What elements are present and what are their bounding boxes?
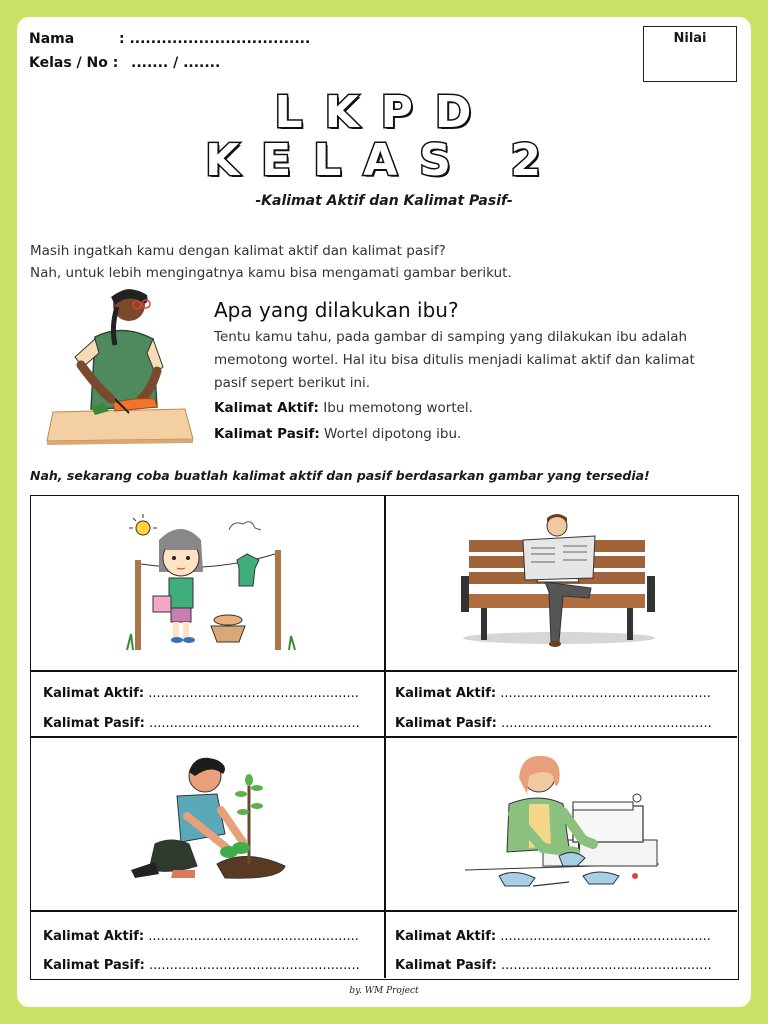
worksheet-page xyxy=(17,17,751,1007)
nama-label: Nama xyxy=(29,31,75,47)
answer-pasif-4-dots: ................................................... xyxy=(496,958,712,973)
example-text-1: Tentu kamu tahu, pada gambar di samping yang dilakukan ibu adalah xyxy=(214,329,688,345)
answer-aktif-2[interactable] xyxy=(395,686,711,701)
answer-aktif-2-label: Kalimat Aktif: xyxy=(395,686,497,701)
answer-pasif-1[interactable] xyxy=(43,716,360,731)
girl-hanging-laundry-illustration xyxy=(119,510,299,654)
answer-aktif-1-label: Kalimat Aktif: xyxy=(43,686,145,701)
woman-sewing-illustration xyxy=(459,752,669,896)
example-text-2: memotong wortel. Hal itu bisa ditulis menjadi kalimat aktif dan kalimat xyxy=(214,352,695,368)
nilai-label: Nilai xyxy=(673,31,707,46)
answer-pasif-1-dots: ................................................... xyxy=(144,716,360,731)
boy-planting-tree-illustration xyxy=(125,752,295,896)
answer-pasif-2-dots: ................................................... xyxy=(496,716,712,731)
example-kalimat-aktif xyxy=(214,397,473,420)
exercise-grid xyxy=(30,495,739,980)
pasif-label: Kalimat Pasif: xyxy=(214,426,320,442)
answer-aktif-1-dots: ................................................... xyxy=(144,686,359,701)
answer-pasif-2[interactable] xyxy=(395,716,712,731)
answer-pasif-3[interactable] xyxy=(43,958,360,973)
answer-aktif-3-dots: ................................................... xyxy=(144,929,359,944)
aktif-value: Ibu memotong wortel. xyxy=(318,400,473,416)
kelas-label: Kelas / No : xyxy=(29,55,119,71)
footer-credit: by. WM Project xyxy=(349,986,419,996)
pasif-value: Wortel dipotong ibu. xyxy=(319,426,462,442)
answer-aktif-1[interactable] xyxy=(43,686,359,701)
example-text-3: pasif sepert berikut ini. xyxy=(214,375,371,391)
title-lkpd: LKPD xyxy=(274,87,494,138)
answer-aktif-4-label: Kalimat Aktif: xyxy=(395,929,497,944)
example-question: Apa yang dilakukan ibu? xyxy=(214,298,459,322)
answer-pasif-2-label: Kalimat Pasif: xyxy=(395,716,497,731)
answer-aktif-3-label: Kalimat Aktif: xyxy=(43,929,145,944)
subtitle: -Kalimat Aktif dan Kalimat Pasif- xyxy=(255,193,513,209)
answer-pasif-4[interactable] xyxy=(395,958,712,973)
kelas-field[interactable]: ....... / ....... xyxy=(131,55,221,71)
aktif-label: Kalimat Aktif: xyxy=(214,400,319,416)
instruction: Nah, sekarang coba buatlah kalimat aktif dan pasif berdasarkan gambar yang tersedia! xyxy=(30,468,650,483)
answer-pasif-1-label: Kalimat Pasif: xyxy=(43,716,145,731)
grid-divider-1 xyxy=(31,670,737,672)
answer-aktif-3[interactable] xyxy=(43,929,359,944)
grid-divider-2 xyxy=(31,736,737,738)
answer-pasif-4-label: Kalimat Pasif: xyxy=(395,958,497,973)
nama-field[interactable]: : .................................. xyxy=(119,31,311,47)
title-kelas: KELAS 2 xyxy=(205,135,563,186)
answer-pasif-3-label: Kalimat Pasif: xyxy=(43,958,145,973)
mother-cutting-carrot-illustration xyxy=(45,287,195,445)
nilai-box[interactable] xyxy=(643,26,737,82)
intro-line-1: Masih ingatkah kamu dengan kalimat aktif dan kalimat pasif? xyxy=(30,243,446,259)
example-kalimat-pasif xyxy=(214,423,461,446)
grid-divider-3 xyxy=(31,910,737,912)
answer-aktif-4[interactable] xyxy=(395,929,711,944)
intro-line-2: Nah, untuk lebih mengingatnya kamu bisa mengamati gambar berikut. xyxy=(30,265,512,281)
man-reading-newspaper-illustration xyxy=(459,510,659,654)
answer-aktif-2-dots: ................................................... xyxy=(496,686,711,701)
answer-pasif-3-dots: ................................................... xyxy=(144,958,360,973)
answer-aktif-4-dots: ................................................... xyxy=(496,929,711,944)
